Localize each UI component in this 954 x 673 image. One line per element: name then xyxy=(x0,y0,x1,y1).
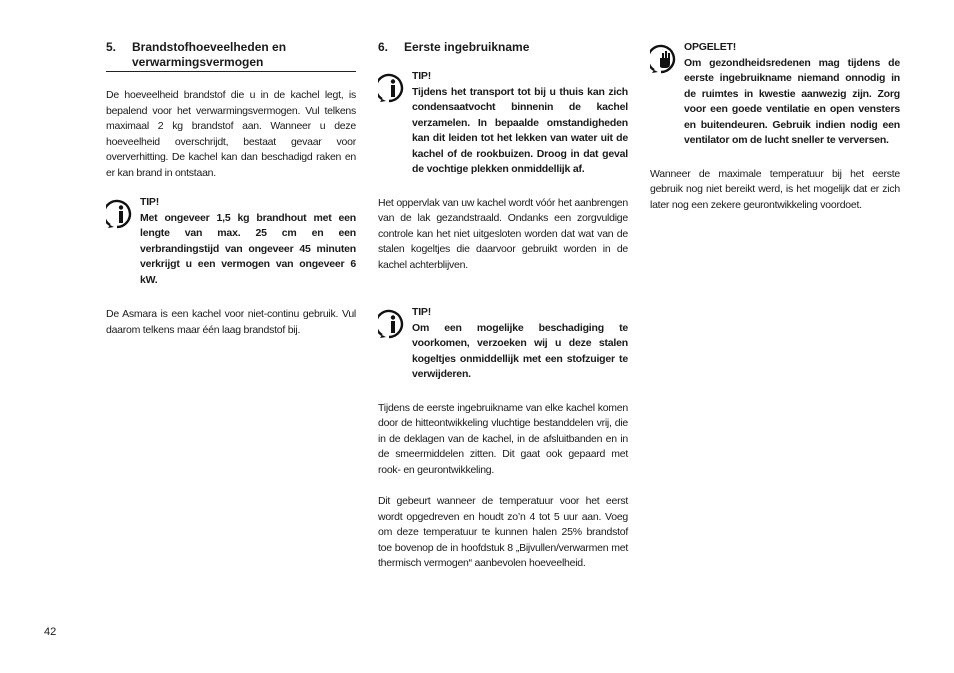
warning-note xyxy=(650,40,900,149)
warning-text: Om gezondheidsredenen mag tijdens de eerste ingebruikname niemand onnodig in de ruimtes in kwestie aanwezig zijn. Zorg voor een goede ventilatie en open vensters en buitendeuren. Gebruik indien nodig een ventilator om de lucht sneller te verversen. xyxy=(684,56,900,146)
asmara-paragraph: De Asmara is een kachel voor niet-continu gebruik. Vul daarom telkens maar één laag brandstof bij. xyxy=(106,308,356,336)
tip-title: TIP! xyxy=(140,196,160,208)
tip-note-1 xyxy=(378,69,628,178)
tip-note xyxy=(106,195,356,288)
section-5-heading xyxy=(106,40,356,72)
temperature-paragraph: Dit gebeurt wanneer de temperatuur voor het eerst wordt opgedreven en houdt zo’n 4 tot 5 uur aan. Voeg om deze temperatuur te kunnen halen 25% brandstof toe bovenop de in hoofdstuk 8 „Bijvullen/verwarmen met thermisch vermogen“ aanbevolen hoeveelheid. xyxy=(378,495,628,569)
column-1 xyxy=(106,40,356,338)
section-number: 5. xyxy=(106,40,117,54)
tip-title: TIP! xyxy=(412,306,432,318)
column-3 xyxy=(650,40,900,213)
info-icon xyxy=(378,309,408,339)
fuel-paragraph: De hoeveelheid brandstof die u in de kachel legt, is bepalend voor het verwarmingsvermogen. Vul telkens maximaal 2 kg brandstof aan. Wanneer u deze hoeveelheid overschrijdt, bestaat gevaar voor oververhitting. De kachel kan dan beschadigd raken en er kan brand in ontstaan. xyxy=(106,89,356,179)
section-6-heading xyxy=(378,40,628,55)
surface-paragraph: Het oppervlak van uw kachel wordt vóór het aanbrengen van de lak gezandstraald. Ondanks een zorgvuldige controle kan het niet uitgesloten worden dat wat van de stalen kogeltjes die daarvoor gebruikt worden in de kachel achterblijven. xyxy=(378,196,628,271)
section-title: Eerste ingebruikname xyxy=(404,40,530,54)
tip-text: Met ongeveer 1,5 kg brandhout met een lengte van max. 25 cm en een verbrandingstijd van ongeveer 45 minuten verkrijgt u een vermogen van ongeveer 6 kW. xyxy=(140,211,356,286)
odour-paragraph: Wanneer de maximale temperatuur bij het eerste gebruik nog niet bereikt werd, is het mogelijk dat er zich later nog een zekere geurontwikkeling voordoet. xyxy=(650,167,900,211)
info-icon xyxy=(106,199,136,229)
tip-note-2 xyxy=(378,305,628,383)
warning-hand-icon xyxy=(650,44,680,74)
section-title: Brandstofhoeveelheden en verwarmingsvermogen xyxy=(132,40,287,69)
first-use-paragraph: Tijdens de eerste ingebruikname van elke kachel komen door de hitteontwikkeling vluchtige bestanddelen vrij, die in de deklagen van de kachel, in de afsluitbanden en in de smeermiddelen zitten. Dit gaat ook gepaard met rook- en geurontwikkeling. xyxy=(378,401,628,476)
column-2 xyxy=(378,40,628,572)
info-icon xyxy=(378,73,408,103)
warning-title: OPGELET! xyxy=(684,41,737,53)
page-number: 42 xyxy=(44,626,57,638)
section-number: 6. xyxy=(378,40,389,54)
tip-text: Om een mogelijke beschadiging te voorkomen, verzoeken wij u deze stalen kogeltjes onmiddellijk met een stofzuiger te verwijderen. xyxy=(412,321,628,380)
tip-title: TIP! xyxy=(412,70,432,82)
tip-text: Tijdens het transport tot bij u thuis kan zich condensaatvocht binnenin de kachel verzamelen. In bepaalde omstandigheden kan dit leiden tot het lekken van water uit de kachel of de rookbuizen. Droog in dat geval de vochtige plekken onmiddellijk af. xyxy=(412,85,628,175)
